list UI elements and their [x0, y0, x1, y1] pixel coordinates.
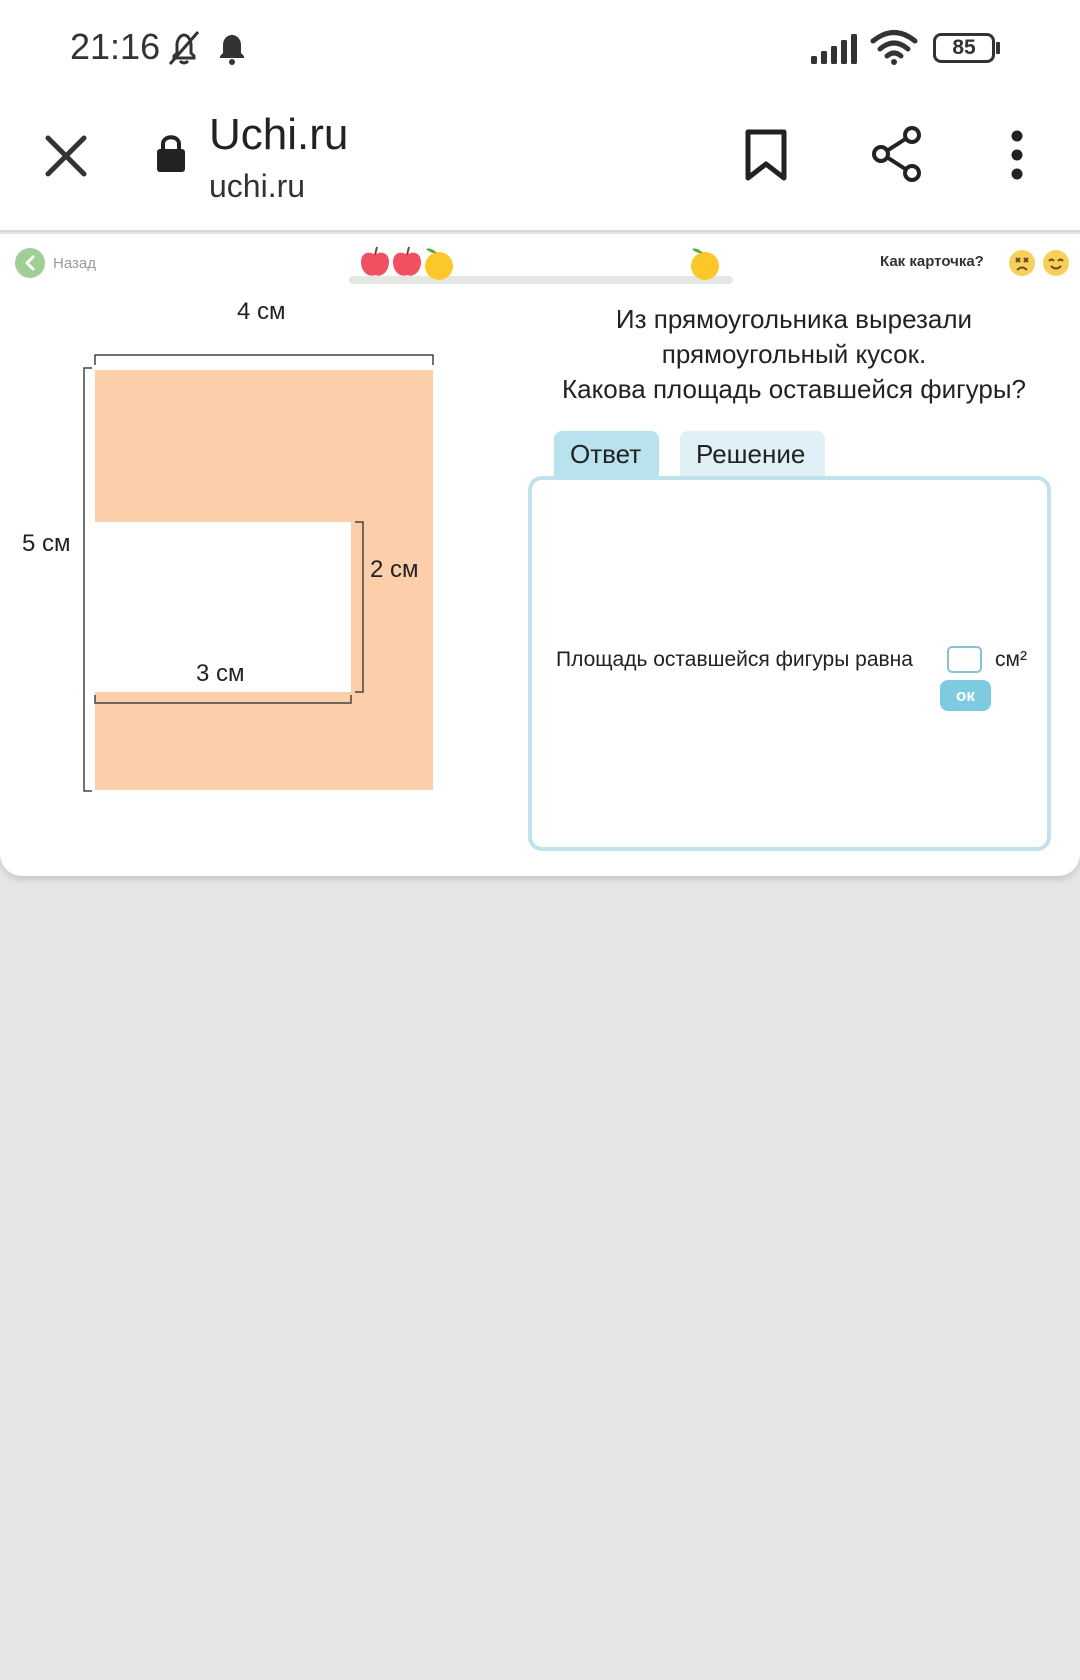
height-label: 5 см: [22, 530, 71, 557]
question-line: прямоугольный кусок.: [661, 339, 927, 369]
bookmark-icon[interactable]: [744, 128, 788, 182]
lesson-card: [0, 234, 1080, 876]
more-icon[interactable]: [1008, 130, 1026, 180]
back-label: Назад: [53, 254, 96, 272]
height-bracket: [84, 368, 92, 791]
signal-icon: [810, 32, 860, 64]
width-bracket: [95, 355, 433, 365]
status-bar: [0, 0, 1080, 98]
sad-face-icon[interactable]: [1009, 250, 1035, 276]
rectangle-figure: [0, 234, 470, 794]
goal-orange-icon: [689, 245, 721, 281]
site-domain: uchi.ru: [209, 168, 306, 204]
answer-prompt: Площадь оставшейся фигуры равна: [556, 648, 913, 671]
status-time: 21:16: [70, 26, 161, 67]
battery-tip: [996, 42, 1000, 54]
bell-icon: [217, 32, 247, 66]
tab-answer[interactable]: Ответ: [554, 431, 659, 477]
battery-icon: [933, 33, 995, 63]
question-line: Какова площадь оставшейся фигуры?: [562, 374, 1026, 404]
share-icon[interactable]: [870, 126, 924, 182]
cut-height-label: 2 см: [370, 556, 419, 583]
lock-icon: [154, 132, 188, 174]
site-title: Uchi.ru: [209, 110, 349, 159]
happy-face-icon[interactable]: [1043, 250, 1069, 276]
battery-level: 85: [952, 36, 976, 59]
close-icon[interactable]: [44, 134, 88, 178]
browser-toolbar: [0, 98, 1080, 232]
width-label: 4 см: [237, 298, 286, 325]
tab-solution[interactable]: Решение: [680, 431, 825, 477]
answer-unit: см²: [995, 648, 1027, 671]
wifi-icon: [870, 28, 918, 66]
bell-off-icon: [164, 28, 204, 68]
rate-card-label: Как карточка?: [880, 253, 984, 270]
question-text: [540, 302, 1048, 407]
answer-panel: [528, 476, 1051, 851]
cut-width-label: 3 см: [196, 660, 245, 687]
question-line: Из прямоугольника вырезали: [615, 304, 973, 334]
ok-button[interactable]: ок: [940, 680, 991, 711]
answer-input[interactable]: [947, 646, 982, 673]
